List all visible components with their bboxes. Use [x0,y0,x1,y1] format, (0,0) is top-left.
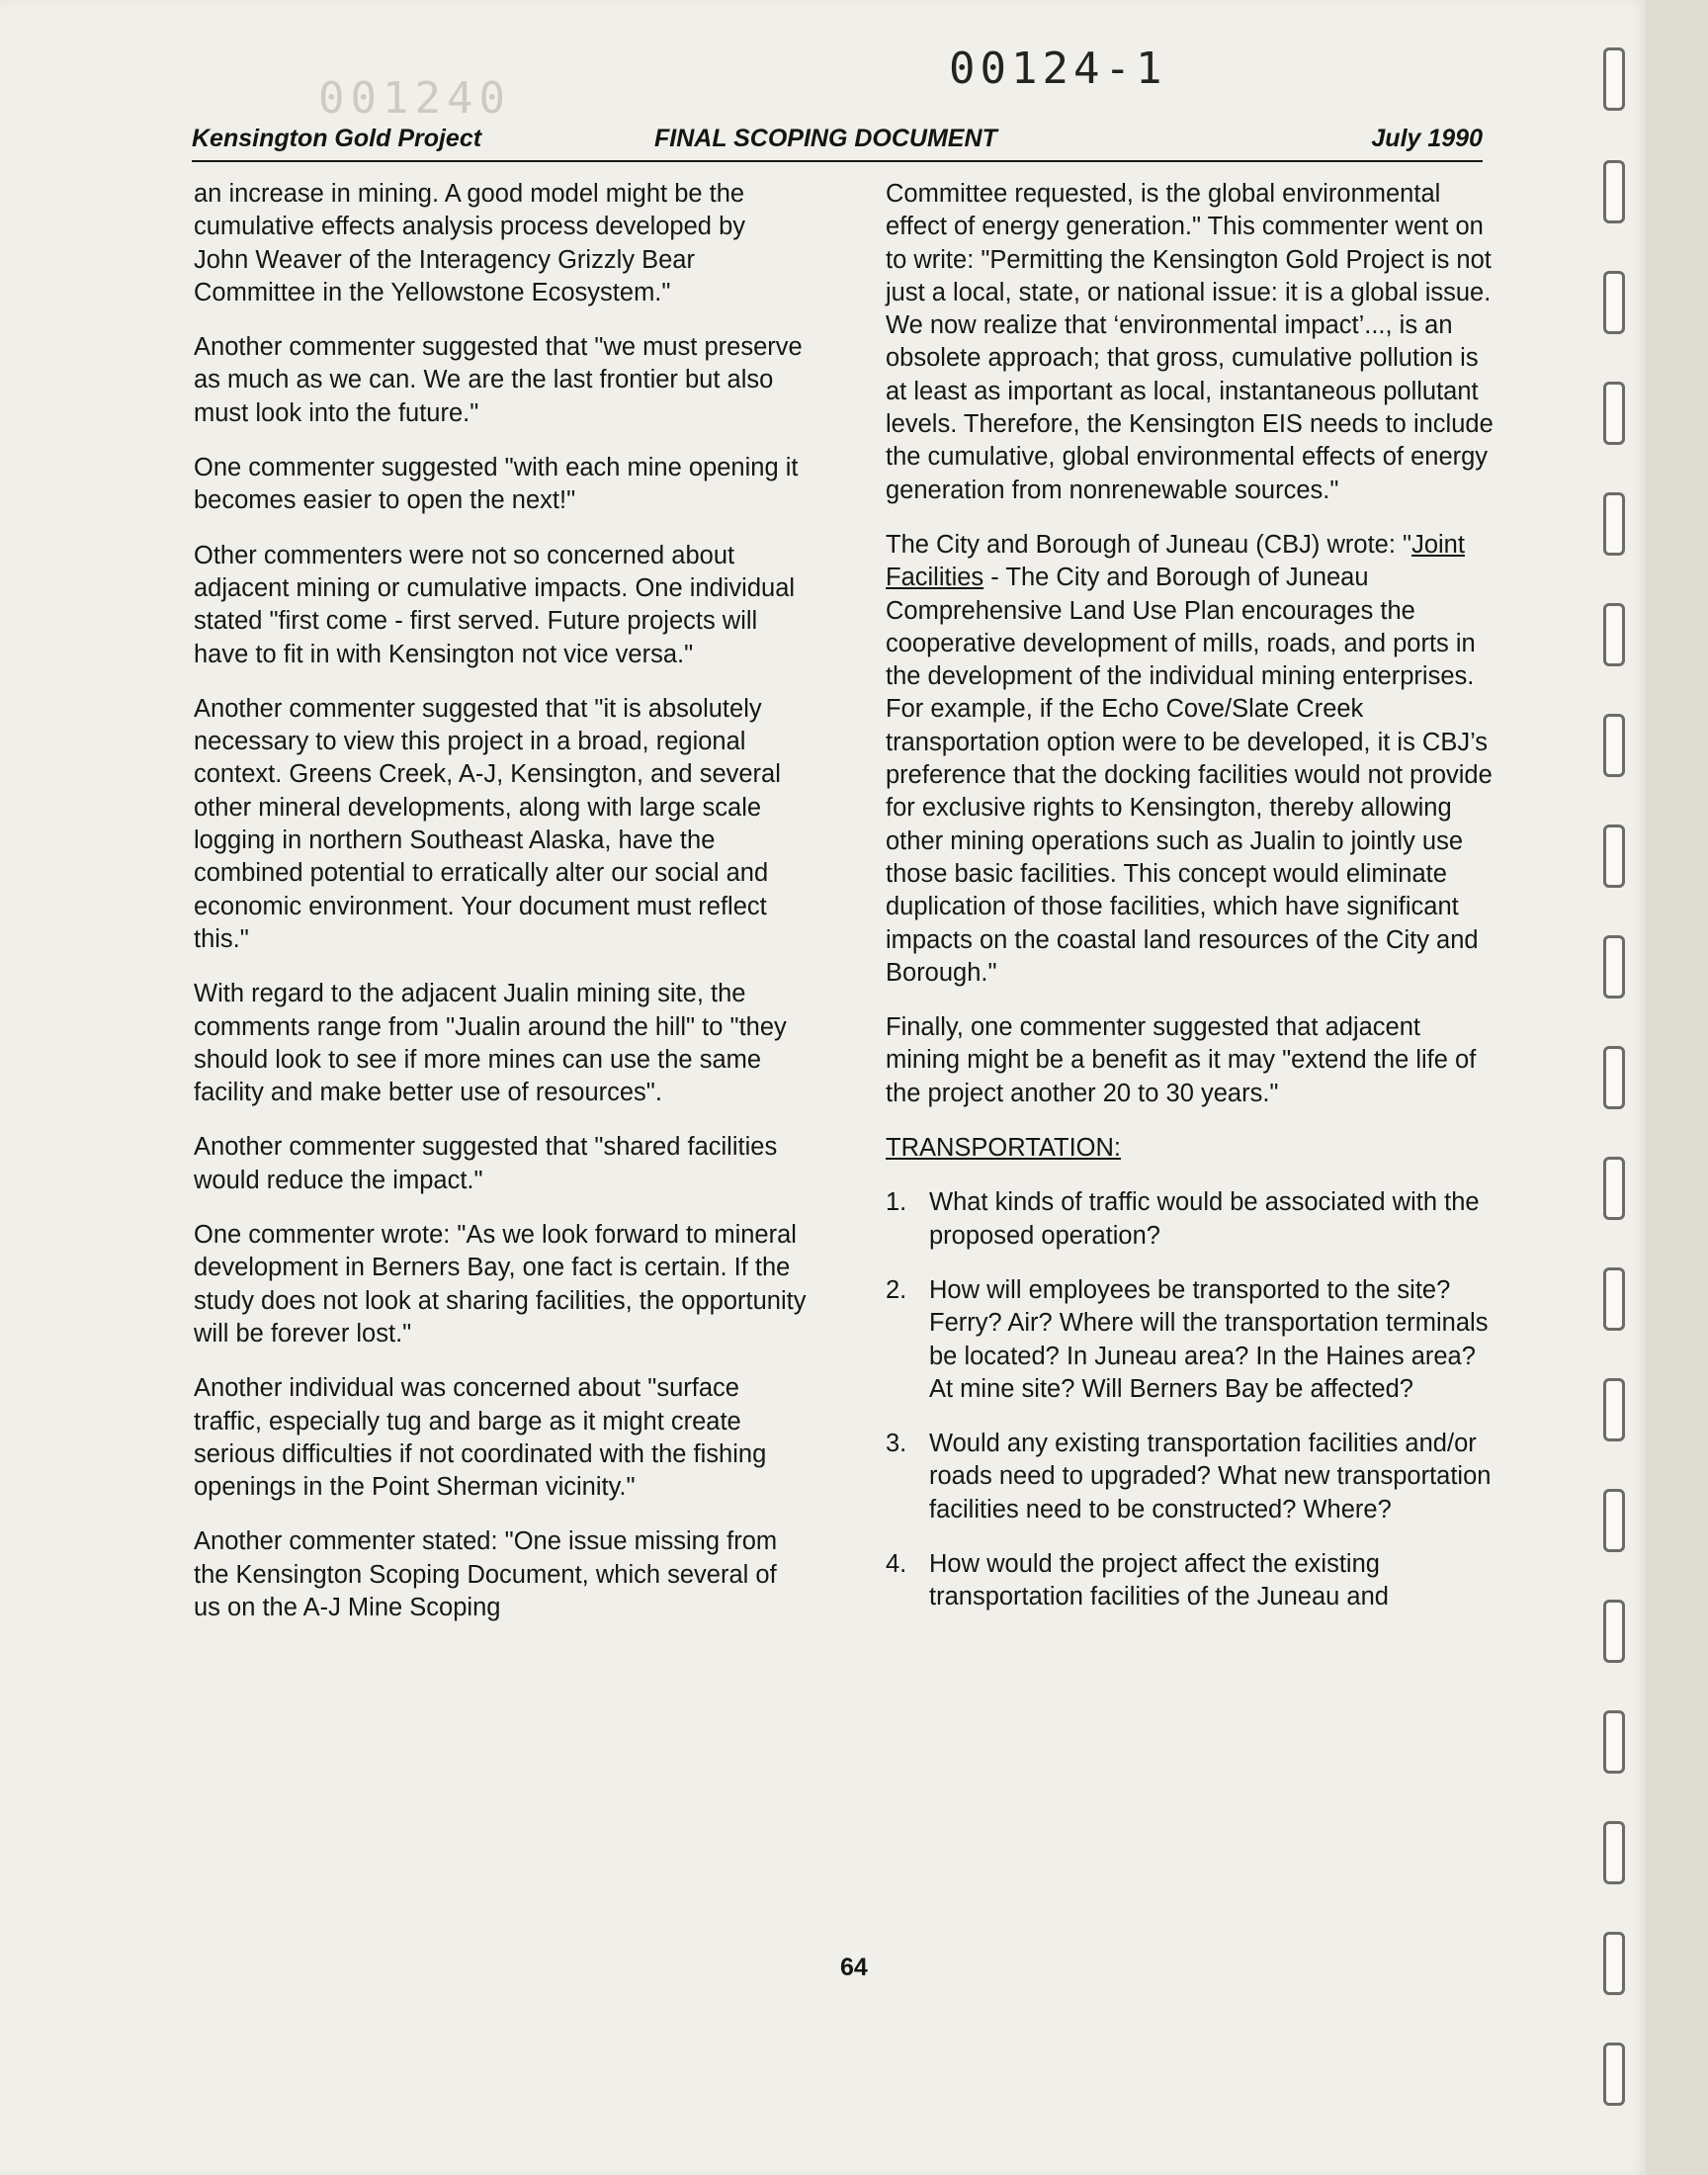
binder-hole [1603,2043,1625,2106]
binder-hole [1603,1378,1625,1441]
cbj-intro: The City and Borough of Juneau (CBJ) wrote: " [886,530,1412,559]
header-document-title: FINAL SCOPING DOCUMENT [654,125,997,152]
paragraph: Another commenter stated: "One issue missing from the Kensington Scoping Document, which several of us on the A-J Mine Scoping [194,1527,778,1621]
binder-hole [1603,1821,1625,1884]
paragraph: Another commenter suggested that "shared facilities would reduce the impact." [194,1133,778,1194]
header-date: July 1990 [1371,125,1483,152]
binder-hole [1603,935,1625,999]
question-number: 3. [886,1430,907,1458]
question-number: 4. [886,1549,907,1578]
question-text: What kinds of traffic would be associated with the proposed operation? [929,1188,1480,1250]
header-project-name: Kensington Gold Project [192,125,482,152]
paragraph: Another commenter suggested that "it is absolutely necessary to view this project in a broad, regional context. Greens Creek, A-J, Kensington, and several other mineral developments, along with large scale logging in northern Southeast Alaska, have the combined potential to erratically alter our social and economic environment. Your document must reflect this." [194,694,781,953]
binder-hole [1603,714,1625,777]
paragraph: One commenter suggested "with each mine opening it becomes easier to open the next!" [194,454,799,515]
page-header [192,121,1483,162]
cbj-body: - The City and Borough of Juneau Comprehensive Land Use Plan encourages the cooperative development of mills, roads, and ports in the development of the individual mining enterprises. For example, if the Echo Cove/Slate Creek transportation option were to be developed, it is CBJ’s preference that the docking facilities would not provide for exclusive rights to Kensington, thereby allowing other mining operations such as Jualin to jointly use those basic facilities. This concept would eliminate duplication of those facilities, which have significant impacts on the coastal land resources of the City and Borough." [886,564,1493,987]
question-item [886,1186,1498,1253]
binder-hole [1603,1932,1625,1995]
left-text-column [194,178,807,1646]
binder-hole [1603,492,1625,556]
page-number: 64 [840,1954,868,1981]
bleed-through-stamp: 001240 [318,73,511,124]
paragraph: Finally, one commenter suggested that adjacent mining might be a benefit as it may "extend the life of the project another 20 to 30 years." [886,1013,1477,1107]
paragraph: Committee requested, is the global environmental effect of energy generation." This commenter went on to write: "Permitting the Kensington Gold Project is not just a local, state, or national issue: it is a global issue. We now realize that ‘environmental impact’..., is an obsolete approach; that gross, cumulative pollution is at least as important as local, instantaneous pollutant levels. Therefore, the Kensington EIS needs to include the cumulative, global environmental effects of energy generation from nonrenewable sources." [886,180,1494,504]
binder-hole [1603,271,1625,334]
question-item [886,1548,1498,1614]
question-item [886,1274,1498,1406]
section-heading-transportation: TRANSPORTATION: [886,1134,1122,1163]
binder-hole [1603,47,1625,111]
question-text: How will employees be transported to the site? Ferry? Air? Where will the transportation terminals be located? In Juneau area? In the Haines area? At mine site? Will Berners Bay be affected? [929,1275,1489,1403]
binder-hole [1603,603,1625,666]
joint-facilities-term: Joint Facilities [886,530,1465,592]
document-number-stamp: 00124-1 [949,44,1167,94]
binder-hole [1603,1489,1625,1552]
page-edge-shadow [1646,0,1708,2175]
paragraph: Another commenter suggested that "we must preserve as much as we can. We are the last frontier but also must look into the future." [194,333,803,427]
paragraph: Another individual was concerned about "surface traffic, especially tug and barge as it might create serious difficulties if not coordinated with the fishing openings in the Point Sherman vicinity." [194,1374,767,1502]
question-number: 2. [886,1275,907,1304]
binder-hole [1603,1600,1625,1663]
binder-hole [1603,825,1625,888]
paragraph: With regard to the adjacent Jualin mining site, the comments range from "Jualin around the hill" to "they should look to see if more mines can use the same facility and make better use of resources". [194,980,787,1107]
paragraph: Other commenters were not so concerned about adjacent mining or cumulative impacts. One individual stated "first come - first served. Future projects will have to fit in with Kensington not vice versa." [194,541,796,668]
cbj-paragraph [886,529,1498,990]
binder-hole [1603,1157,1625,1220]
question-text: How would the project affect the existing transportation facilities of the Juneau and [929,1549,1389,1611]
binder-hole [1603,1046,1625,1109]
question-text: Would any existing transportation facilities and/or roads need to upgraded? What new transportation facilities need to be constructed? Where? [929,1430,1492,1523]
binder-hole [1603,160,1625,223]
binder-hole [1603,382,1625,445]
binder-hole [1603,1710,1625,1774]
question-item [886,1428,1498,1526]
binder-hole [1603,1267,1625,1331]
right-text-column [886,178,1498,1636]
question-number: 1. [886,1188,907,1217]
paragraph: an increase in mining. A good model might be the cumulative effects analysis process developed by John Weaver of the Interagency Grizzly Bear Committee in the Yellowstone Ecosystem." [194,180,745,306]
paragraph: One commenter wrote: "As we look forward to mineral development in Berners Bay, one fact is certain. If the study does not look at sharing facilities, the opportunity will be forever lost." [194,1221,807,1348]
